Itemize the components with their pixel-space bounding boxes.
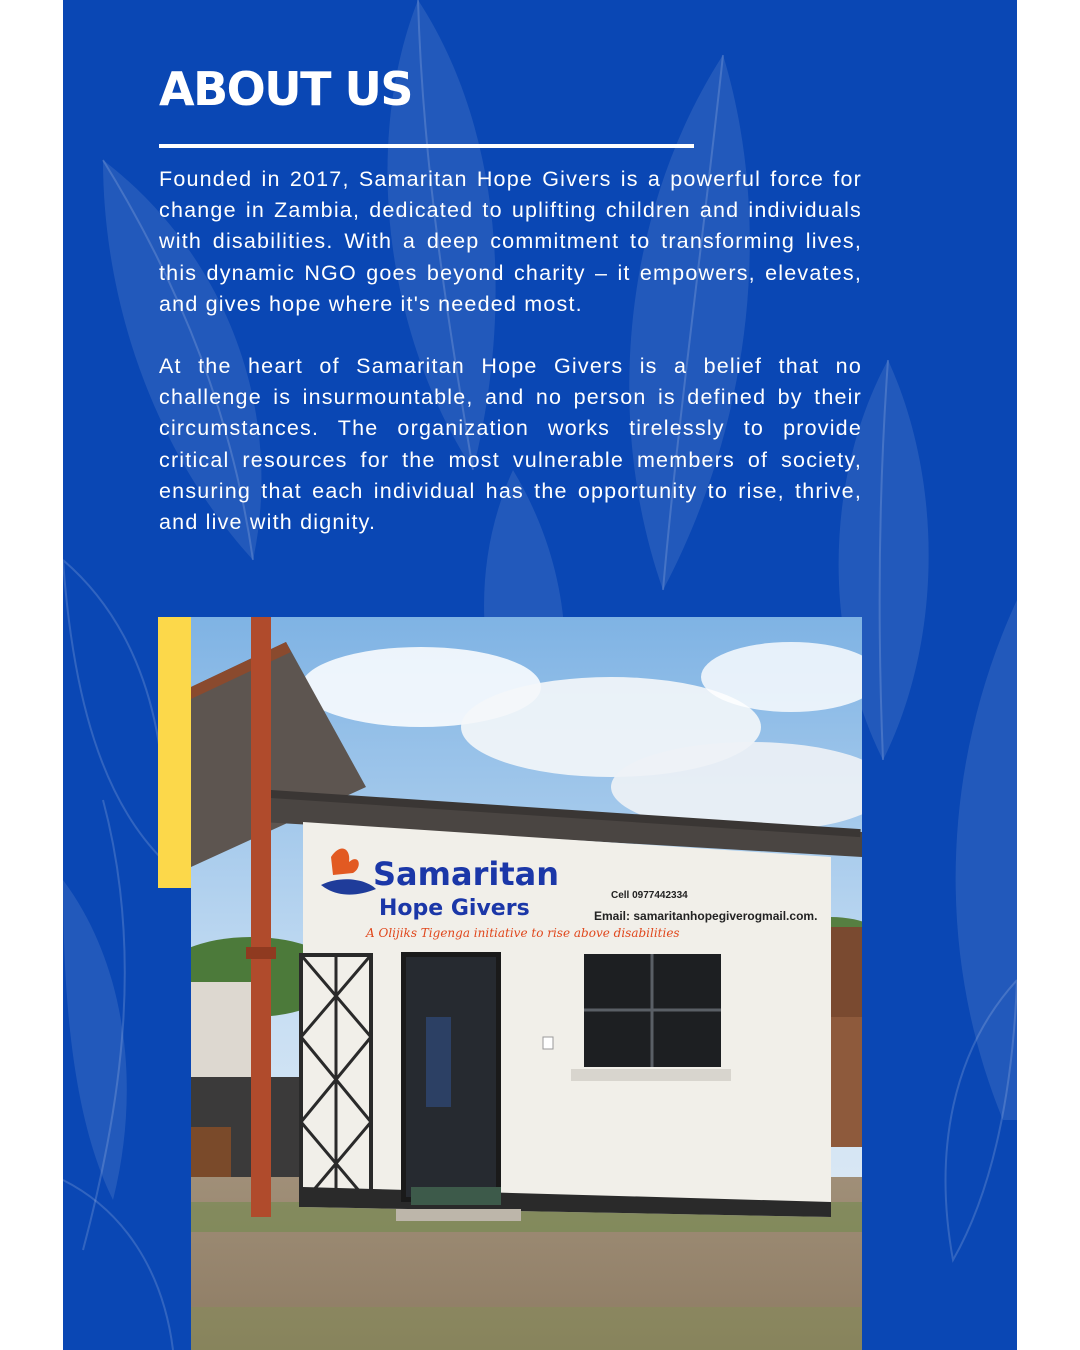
- yellow-accent-bar: [158, 617, 191, 888]
- about-us-page: [63, 0, 1017, 1350]
- office-building-photo: [191, 617, 862, 1350]
- about-text: [159, 164, 862, 569]
- sign-cell: Cell 0977442334: [611, 890, 688, 901]
- sign-name-line1: Samaritan: [373, 855, 559, 893]
- about-paragraph-2: At the heart of Samaritan Hope Givers is a belief that no challenge is insurmountable, and no person is defined by their circumstances. The organization works tirelessly to provide critical resources for the most vulnerable members of society, ensuring that each individual has the opportunity to rise, thrive, and live with dignity.: [159, 354, 862, 535]
- sign-email: Email: samaritanhopegiverogmail.com.: [594, 909, 818, 923]
- title-divider: [159, 144, 694, 148]
- about-paragraph-1: Founded in 2017, Samaritan Hope Givers is a powerful force for change in Zambia, dedicated to uplifting children and individuals with disabilities. With a deep commitment to transforming lives, this dynamic NGO goes beyond charity – it empowers, elevates, and gives hope where it's needed most.: [159, 167, 862, 316]
- page-title: ABOUT US: [159, 62, 412, 116]
- sign-name-line2: Hope Givers: [379, 896, 530, 921]
- sign-tagline: A Olijiks Tigenga initiative to rise above disabilities: [366, 926, 680, 940]
